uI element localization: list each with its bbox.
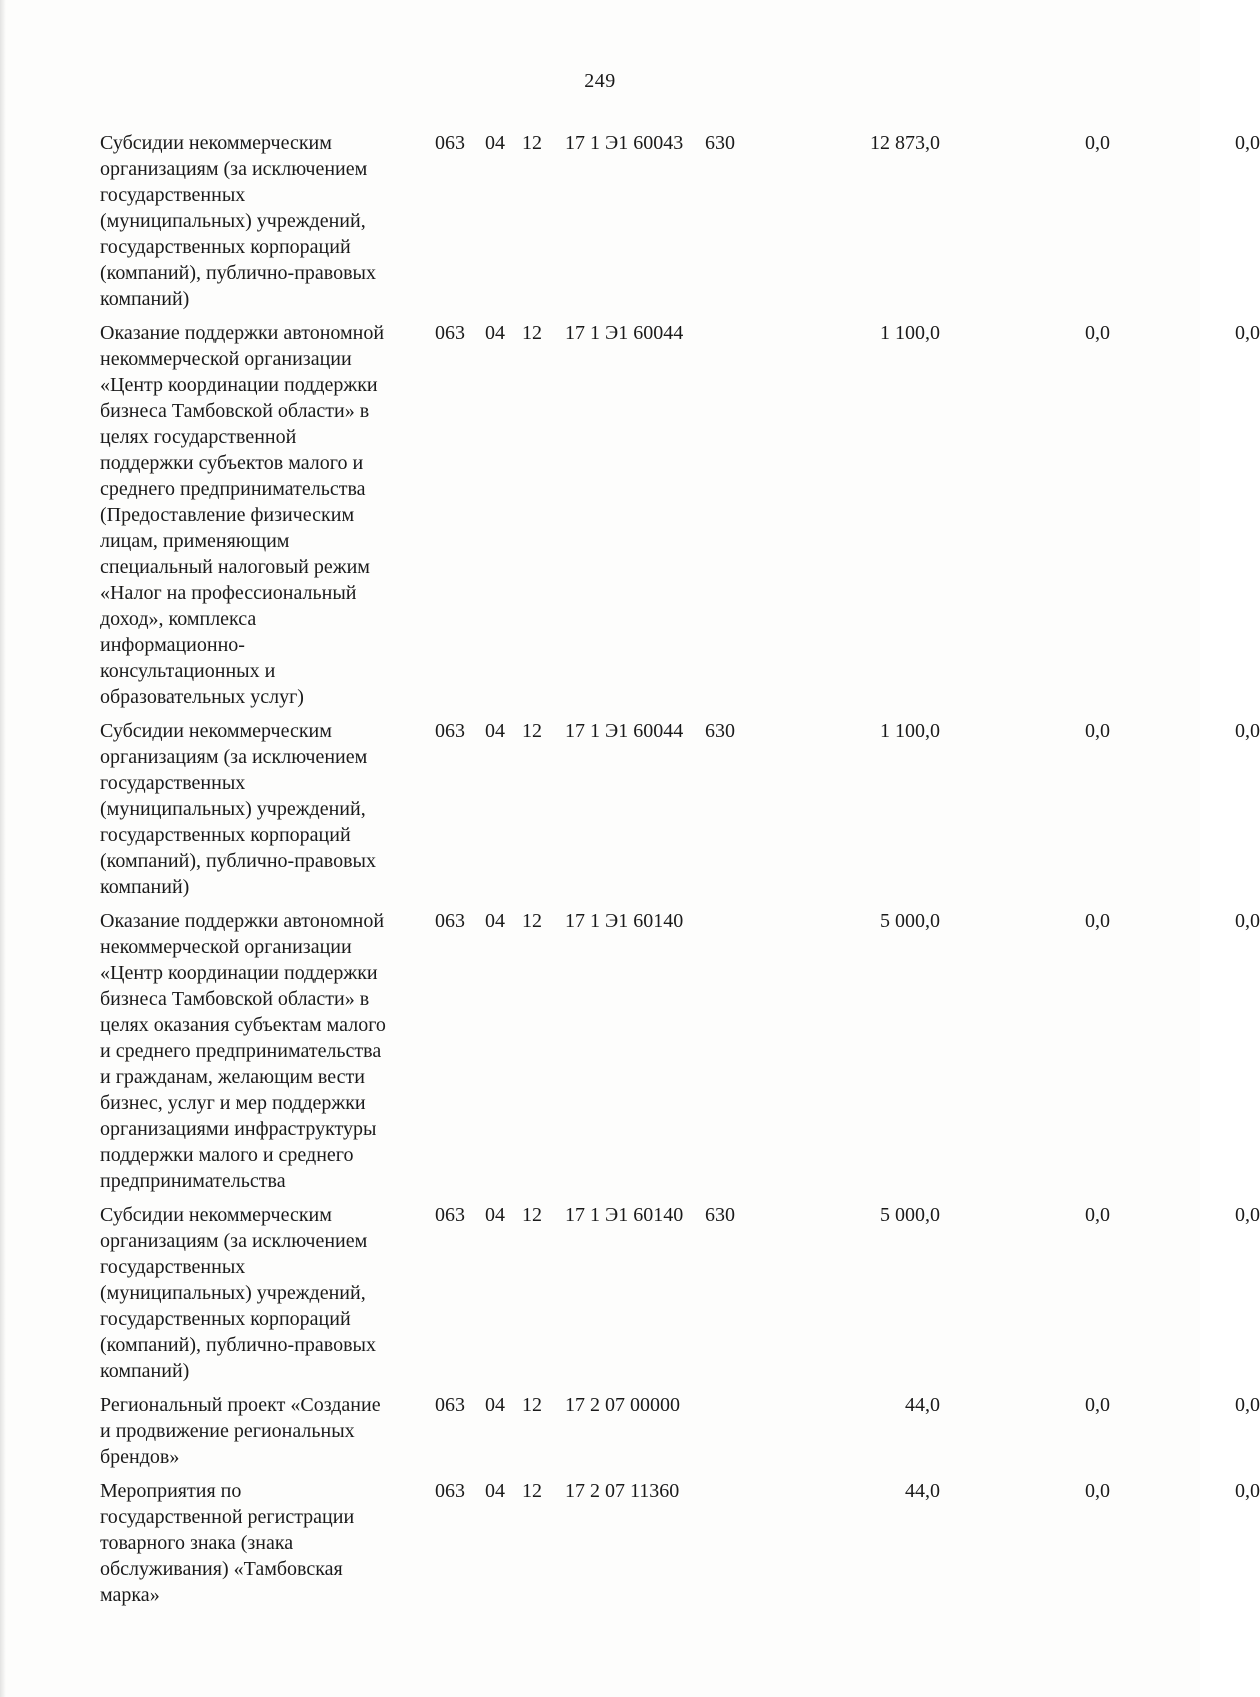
amount-year-3: 0,0 (1235, 910, 1260, 932)
target-article-code: 17 1 Э1 60140 (565, 910, 684, 932)
ministry-code: 063 (435, 322, 465, 344)
row-name: Оказание поддержки автономной некоммерческой организации «Центр координации поддержки бизнеса Тамбовской области» в целях государственной поддержки субъектов малого и среднего предпринимательства (Предоставление физическим лицам, применяющим специальный налоговый режим «Налог на профессиональный доход», комплекса информационно- консультационных и образовательных услуг) (100, 322, 385, 708)
target-article-code: 17 1 Э1 60043 (565, 132, 684, 154)
table-row (100, 130, 1260, 320)
section-code: 04 (485, 1480, 505, 1502)
target-article-code: 17 1 Э1 60044 (565, 720, 684, 742)
target-article-code: 17 1 Э1 60044 (565, 322, 684, 344)
expense-type-code: 630 (705, 132, 735, 154)
table-row (100, 908, 1260, 1202)
table-row (100, 1202, 1260, 1392)
amount-year-2: 0,0 (1085, 720, 1110, 742)
amount-year-1: 5 000,0 (880, 910, 940, 932)
subsection-code: 12 (522, 1394, 542, 1416)
row-name: Мероприятия по государственной регистрации товарного знака (знака обслуживания) «Тамбовская марка» (100, 1480, 355, 1606)
row-name: Субсидии некоммерческим организациям (за исключением государственных (муниципальных) учреждений, государственных корпораций (компаний), публично-правовых компаний) (100, 1204, 376, 1382)
amount-year-3: 0,0 (1235, 132, 1260, 154)
subsection-code: 12 (522, 1480, 542, 1502)
ministry-code: 063 (435, 720, 465, 742)
amount-year-1: 1 100,0 (880, 720, 940, 742)
amount-year-3: 0,0 (1235, 1204, 1260, 1226)
ministry-code: 063 (435, 1204, 465, 1226)
expense-type-code: 630 (705, 720, 735, 742)
section-code: 04 (485, 720, 505, 742)
subsection-code: 12 (522, 132, 542, 154)
subsection-code: 12 (522, 322, 542, 344)
table-row (100, 718, 1260, 908)
amount-year-3: 0,0 (1235, 720, 1260, 742)
amount-year-1: 12 873,0 (870, 132, 940, 154)
amount-year-3: 0,0 (1235, 322, 1260, 344)
amount-year-1: 1 100,0 (880, 322, 940, 344)
amount-year-1: 44,0 (905, 1480, 940, 1502)
amount-year-2: 0,0 (1085, 322, 1110, 344)
scan-edge (0, 0, 6, 1697)
subsection-code: 12 (522, 1204, 542, 1226)
amount-year-2: 0,0 (1085, 910, 1110, 932)
amount-year-3: 0,0 (1235, 1394, 1260, 1416)
section-code: 04 (485, 1394, 505, 1416)
row-name: Региональный проект «Создание и продвижение региональных брендов» (100, 1394, 381, 1468)
amount-year-1: 5 000,0 (880, 1204, 940, 1226)
row-name: Оказание поддержки автономной некоммерческой организации «Центр координации поддержки бизнеса Тамбовской области» в целях оказания субъектам малого и среднего предпринимательства и гражданам, желающим вести бизнес, услуг и мер поддержки организациями инфраструктуры поддержки малого и среднего предпринимательства (100, 910, 386, 1192)
table-row (100, 320, 1260, 718)
subsection-code: 12 (522, 720, 542, 742)
amount-year-2: 0,0 (1085, 1204, 1110, 1226)
section-code: 04 (485, 322, 505, 344)
ministry-code: 063 (435, 1394, 465, 1416)
table-row (100, 1478, 1260, 1616)
target-article-code: 17 1 Э1 60140 (565, 1204, 684, 1226)
table-row (100, 1392, 1260, 1478)
ministry-code: 063 (435, 1480, 465, 1502)
section-code: 04 (485, 1204, 505, 1226)
section-code: 04 (485, 132, 505, 154)
page-number: 249 (584, 70, 616, 92)
ministry-code: 063 (435, 910, 465, 932)
amount-year-2: 0,0 (1085, 1480, 1110, 1502)
amount-year-1: 44,0 (905, 1394, 940, 1416)
ministry-code: 063 (435, 132, 465, 154)
target-article-code: 17 2 07 11360 (565, 1480, 680, 1502)
amount-year-2: 0,0 (1085, 1394, 1110, 1416)
row-name: Субсидии некоммерческим организациям (за исключением государственных (муниципальных) учреждений, государственных корпораций (компаний), публично-правовых компаний) (100, 720, 376, 898)
section-code: 04 (485, 910, 505, 932)
expense-type-code: 630 (705, 1204, 735, 1226)
amount-year-3: 0,0 (1235, 1480, 1260, 1502)
row-name: Субсидии некоммерческим организациям (за исключением государственных (муниципальных) учреждений, государственных корпораций (компаний), публично-правовых компаний) (100, 132, 376, 310)
budget-table (100, 130, 1260, 1616)
subsection-code: 12 (522, 910, 542, 932)
target-article-code: 17 2 07 00000 (565, 1394, 680, 1416)
amount-year-2: 0,0 (1085, 132, 1110, 154)
